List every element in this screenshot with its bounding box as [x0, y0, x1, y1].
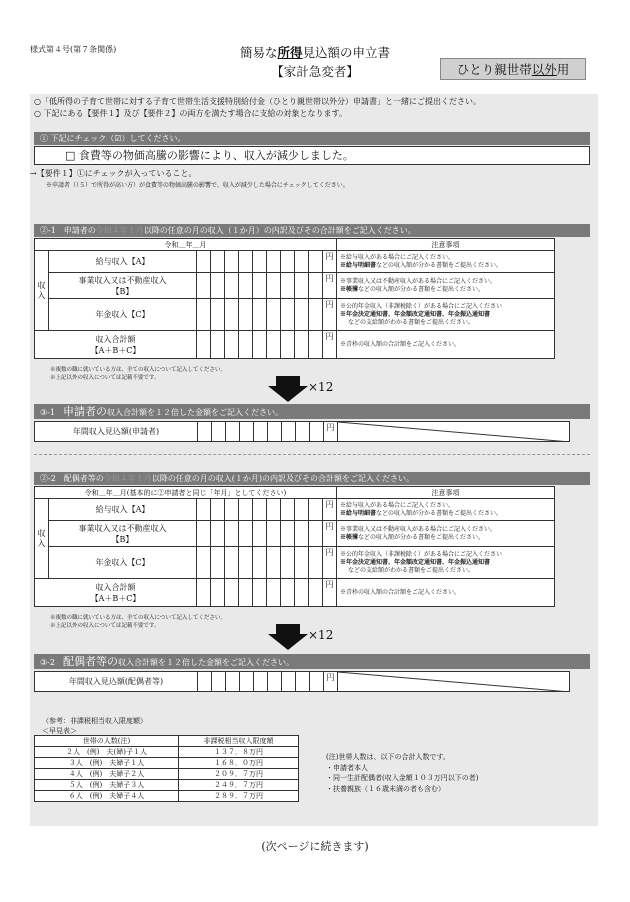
pension-income-note: ※公的年金収入（非課税除く）がある場合にご記入ください ※年金決定通知書、年金額改定通知書、年金振込通知書 などの支給額がわかる書類をご提出ください。: [337, 547, 555, 579]
section-3-1-header: [34, 404, 590, 419]
spouse-annual-digit[interactable]: [226, 672, 240, 692]
notice-line-1: ○「低所得の子育て世帯に対する子育て世帯生活支援特別給付金（ひとり親世帯以外分）申請書」と一緒にご提出ください。: [34, 97, 481, 106]
diagonal-line: [338, 672, 570, 692]
total-income-label: 収入合計額 【A＋B＋C】: [35, 331, 197, 359]
down-arrow-icon: [268, 624, 308, 650]
salary-income-digit[interactable]: [281, 251, 295, 273]
total-income-digit[interactable]: [211, 579, 225, 607]
multiplier-label: ×12: [308, 380, 334, 394]
total-income-digit[interactable]: [295, 579, 309, 607]
pension-income-digit[interactable]: [211, 299, 225, 331]
notice-block: [34, 96, 590, 120]
total-income-digit[interactable]: [281, 331, 295, 359]
title-pre: 簡易な: [239, 45, 278, 60]
salary-income-digit[interactable]: [239, 499, 253, 521]
income-footnote: ※複数の職に就いている方は、全ての収入について記入してください。 ※上記以外の収入については記載不要です。: [50, 615, 226, 629]
total-income-digit[interactable]: [281, 579, 295, 607]
requirement-1-note: →【要件１】①にチェックが入っていること。: [30, 169, 197, 178]
pension-income-digit[interactable]: [197, 547, 211, 579]
table-row: [35, 769, 299, 780]
salary-income-note: ※給与収入がある場合にご記入ください。 ※給与明細書などの収入額が分かる書類をご提出ください。: [337, 499, 555, 521]
reference-col-household: 世帯の人数(注): [35, 736, 179, 747]
applicant-annual-digit[interactable]: [254, 422, 268, 442]
pension-income-digit[interactable]: [295, 547, 309, 579]
income-footnote: ※複数の職に就いている方は、全ての収入について記入してください。 ※上記以外の収入については記載不要です。: [50, 367, 226, 381]
section-2-2-header: [34, 472, 590, 485]
business-income-digit[interactable]: [211, 273, 225, 299]
salary-income-digit[interactable]: [197, 251, 211, 273]
reference-title: （参考：非課税相当収入限度額） ＜早見表＞: [42, 717, 147, 735]
total-income-digit[interactable]: [253, 331, 267, 359]
reference-household: ５人 (例) 夫婦子３人: [35, 780, 179, 791]
total-income-digit[interactable]: [309, 579, 323, 607]
table-row: [35, 422, 570, 442]
total-income-digit[interactable]: [211, 331, 225, 359]
applicant-annual-table: [34, 421, 570, 442]
salary-income-note: ※給与収入がある場合にご記入ください。 ※給与明細書などの収入額が分かる書類をご提出ください。: [337, 251, 555, 273]
reference-household: ４人 (例) 夫婦子２人: [35, 769, 179, 780]
total-income-note: ※青枠の収入額の合計額をご記入ください。: [337, 331, 555, 359]
pension-income-digit[interactable]: [225, 299, 239, 331]
business-income-digit[interactable]: [295, 521, 309, 547]
spouse-annual-digit[interactable]: [254, 672, 268, 692]
continued-next-page: (次ページに続きます): [261, 840, 369, 853]
total-income-digit[interactable]: [253, 579, 267, 607]
business-income-digit[interactable]: [309, 273, 323, 299]
reference-limit: ２４９．７万円: [179, 780, 299, 791]
yen-unit: 円: [324, 422, 338, 442]
diagonal-line: [338, 422, 570, 442]
applicant-annual-digit[interactable]: [310, 422, 324, 442]
applicant-income-table: [34, 238, 555, 359]
table-row: [35, 547, 555, 579]
badge-emph: 以外: [531, 62, 557, 77]
yen-unit: 円: [323, 579, 337, 607]
total-income-digit[interactable]: [197, 579, 211, 607]
reference-limit: １３７．８万円: [179, 747, 299, 758]
pension-income-digit[interactable]: [309, 299, 323, 331]
reference-limit: １６８．０万円: [179, 758, 299, 769]
total-income-note: ※青枠の収入額の合計額をご記入ください。: [337, 579, 555, 607]
total-income-label: 収入合計額 【A＋B＋C】: [35, 579, 197, 607]
spouse-annual-digit[interactable]: [296, 672, 310, 692]
salary-income-digit[interactable]: [295, 251, 309, 273]
table-row: [35, 791, 299, 802]
section-3-1-bar-pre: ③-1: [40, 408, 63, 417]
table-row: [35, 331, 555, 359]
total-income-digit[interactable]: [267, 579, 281, 607]
section-3-2-header: [34, 654, 590, 669]
household-count-note: (注)世帯人数は、以下の合計人数です。 ・申請者本人 ・同一生計配偶者(収入金額１０３万円以下の者) ・扶養親族（１６歳未満の者も含む）: [326, 753, 479, 793]
total-income-digit[interactable]: [239, 331, 253, 359]
business-income-digit[interactable]: [211, 521, 225, 547]
section-3-2-bar-big: 配偶者等の: [62, 655, 118, 668]
salary-income-digit[interactable]: [281, 499, 295, 521]
business-income-digit[interactable]: [267, 521, 281, 547]
income-side-label: 収入: [35, 251, 49, 331]
yen-unit: 円: [323, 547, 337, 579]
business-income-digit[interactable]: [197, 521, 211, 547]
salary-income-digit[interactable]: [197, 499, 211, 521]
applicant-notes-header: 注意事項: [337, 239, 555, 251]
pension-income-digit[interactable]: [281, 547, 295, 579]
section-2-1-bar-ghost: 令和４年１月: [95, 226, 144, 235]
table-row: [35, 579, 555, 607]
form-number: 様式第４号(第７条関係): [30, 45, 117, 54]
spouse-month-header: 令和＿年＿月(基本的に②申請者と同じ「年月」としてください): [35, 487, 337, 499]
household-type-badge: [440, 58, 586, 80]
salary-income-digit[interactable]: [253, 251, 267, 273]
salary-income-digit[interactable]: [239, 251, 253, 273]
reference-col-limit: 非課税相当収入限度額: [179, 736, 299, 747]
section-2-2-bar-pre: ②-2 配偶者等の: [40, 474, 104, 483]
spouse-annual-digit[interactable]: [240, 672, 254, 692]
badge-post: 用: [556, 62, 570, 77]
yen-unit: 円: [323, 499, 337, 521]
business-income-digit[interactable]: [253, 273, 267, 299]
business-income-digit[interactable]: [225, 521, 239, 547]
pension-income-digit[interactable]: [267, 299, 281, 331]
business-income-digit[interactable]: [295, 273, 309, 299]
spouse-income-table: [34, 486, 555, 607]
title-post: 見込額の申立書: [302, 45, 391, 60]
section-3-1-bar-post: 収入合計額を１２倍した金額をご記入ください。: [106, 408, 283, 417]
total-income-digit[interactable]: [295, 331, 309, 359]
total-income-digit[interactable]: [225, 331, 239, 359]
spouse-notes-header: 注意事項: [337, 487, 555, 499]
salary-income-label: 給与収入【A】: [49, 251, 197, 273]
business-income-digit[interactable]: [267, 273, 281, 299]
pension-income-digit[interactable]: [295, 299, 309, 331]
table-row: [35, 499, 555, 521]
salary-income-digit[interactable]: [309, 251, 323, 273]
multiplier-label: ×12: [308, 628, 334, 642]
spouse-annual-digit[interactable]: [268, 672, 282, 692]
table-row: [35, 299, 555, 331]
diagonal-blank-cell: [338, 672, 570, 692]
salary-income-digit[interactable]: [253, 499, 267, 521]
applicant-annual-digit[interactable]: [296, 422, 310, 442]
reference-limit: ２８９．７万円: [179, 791, 299, 802]
pension-income-digit[interactable]: [281, 299, 295, 331]
spouse-annual-digit[interactable]: [198, 672, 212, 692]
pension-income-digit[interactable]: [239, 299, 253, 331]
pension-income-digit[interactable]: [267, 547, 281, 579]
yen-unit: 円: [323, 521, 337, 547]
salary-income-digit[interactable]: [295, 499, 309, 521]
table-row: [35, 521, 555, 547]
spouse-annual-digit[interactable]: [310, 672, 324, 692]
reference-limit: ２０９．７万円: [179, 769, 299, 780]
yen-unit: 円: [323, 273, 337, 299]
pension-income-digit[interactable]: [197, 299, 211, 331]
total-income-digit[interactable]: [239, 579, 253, 607]
total-income-digit[interactable]: [267, 331, 281, 359]
section-2-1-bar-pre: ②-1 申請者の: [40, 226, 96, 235]
salary-income-digit[interactable]: [267, 499, 281, 521]
reference-household: ３人 (例) 夫婦子１人: [35, 758, 179, 769]
table-row: [35, 251, 555, 273]
table-row: [35, 780, 299, 791]
applicant-annual-digit[interactable]: [268, 422, 282, 442]
section-divider: [34, 454, 590, 455]
down-arrow-icon: [268, 376, 308, 402]
business-income-digit[interactable]: [309, 521, 323, 547]
table-row: [35, 672, 570, 692]
pension-income-digit[interactable]: [253, 547, 267, 579]
applicant-annual-digit[interactable]: [212, 422, 226, 442]
salary-income-digit[interactable]: [225, 499, 239, 521]
yen-unit: 円: [324, 672, 338, 692]
pension-income-label: 年金収入【C】: [49, 299, 197, 331]
applicant-month-header: 令和＿年＿月: [35, 239, 337, 251]
total-income-digit[interactable]: [197, 331, 211, 359]
business-income-label: 事業収入又は不動産収入 【B】: [49, 273, 197, 299]
spouse-annual-digit[interactable]: [282, 672, 296, 692]
salary-income-digit[interactable]: [267, 251, 281, 273]
section-1-header: ① 下記にチェック（☑）してください。: [34, 132, 590, 145]
applicant-annual-digit[interactable]: [226, 422, 240, 442]
salary-income-digit[interactable]: [211, 251, 225, 273]
applicant-annual-label: 年間収入見込額(申請者): [35, 422, 198, 442]
pension-income-digit[interactable]: [225, 547, 239, 579]
pension-income-digit[interactable]: [211, 547, 225, 579]
total-income-digit[interactable]: [309, 331, 323, 359]
section-3-2-bar-post: 収入合計額を１２倍した金額をご記入ください。: [117, 658, 294, 667]
badge-pre: ひとり親世帯: [456, 62, 532, 77]
income-side-label: 収入: [35, 499, 49, 579]
salary-income-digit[interactable]: [309, 499, 323, 521]
pension-income-digit[interactable]: [253, 299, 267, 331]
business-income-note: ※事業収入又は不動産収入がある場合にご記入ください。 ※帳簿などの収入額が分かる書類をご提出ください。: [337, 273, 555, 299]
business-income-digit[interactable]: [281, 521, 295, 547]
salary-income-digit[interactable]: [225, 251, 239, 273]
pension-income-digit[interactable]: [309, 547, 323, 579]
applicant-annual-digit[interactable]: [282, 422, 296, 442]
section-2-2-bar-ghost: 令和４年１月: [103, 474, 152, 483]
requirement-1-subnote: ※申請者（（５）で所得が高い方）が食費等の物価高騰の影響で、収入が減少した場合にチェックしてください。: [46, 182, 349, 189]
spouse-annual-table: [34, 671, 570, 692]
spouse-annual-digit[interactable]: [212, 672, 226, 692]
yen-unit: 円: [323, 299, 337, 331]
section-3-1-bar-big: 申請者の: [62, 405, 107, 418]
business-income-digit[interactable]: [239, 273, 253, 299]
pension-income-label: 年金収入【C】: [49, 547, 197, 579]
section-3-2-bar-pre: ③-2: [40, 658, 63, 667]
reference-household: ２人 (例) 夫(婦)子１人: [35, 747, 179, 758]
notice-line-2: ○ 下記にある【要件１】及び【要件２】の両方を満たす場合に支給の対象となります。: [34, 109, 347, 118]
business-income-digit[interactable]: [225, 273, 239, 299]
business-income-digit[interactable]: [253, 521, 267, 547]
applicant-annual-digit[interactable]: [240, 422, 254, 442]
table-row: [35, 758, 299, 769]
table-row: [35, 736, 299, 747]
section-2-1-header: [34, 224, 590, 237]
section-2-2-bar-post: 以降の任意の月の収入(１か月)の内訳及びその合計額をご記入ください。: [151, 474, 415, 483]
pension-income-digit[interactable]: [239, 547, 253, 579]
business-income-digit[interactable]: [197, 273, 211, 299]
table-row: [35, 273, 555, 299]
price-rise-checkbox[interactable]: □ 食費等の物価高騰の影響により、収入が減少しました。: [34, 146, 590, 165]
title-emph: 所得: [277, 45, 303, 60]
spouse-annual-label: 年間収入見込額(配偶者等): [35, 672, 198, 692]
salary-income-label: 給与収入【A】: [49, 499, 197, 521]
business-income-label: 事業収入又は不動産収入 【B】: [49, 521, 197, 547]
yen-unit: 円: [323, 331, 337, 359]
business-income-digit[interactable]: [239, 521, 253, 547]
pension-income-note: ※公的年金収入（非課税除く）がある場合にご記入ください ※年金決定通知書、年金額改定通知書、年金振込通知書 などの支給額がわかる書類をご提出ください。: [337, 299, 555, 331]
table-row: [35, 747, 299, 758]
yen-unit: 円: [323, 251, 337, 273]
page-subtitle: 【家計急変者】: [271, 64, 359, 79]
section-2-1-bar-post: 以降の任意の月の収入（１か月）の内訳及びその合計額をご記入ください。: [143, 226, 416, 235]
business-income-note: ※事業収入又は不動産収入がある場合にご記入ください。 ※帳簿などの収入額が分かる書類をご提出ください。: [337, 521, 555, 547]
salary-income-digit[interactable]: [211, 499, 225, 521]
diagonal-blank-cell: [338, 422, 570, 442]
business-income-digit[interactable]: [281, 273, 295, 299]
reference-household: ６人 (例) 夫婦子４人: [35, 791, 179, 802]
reference-table: [34, 735, 299, 802]
total-income-digit[interactable]: [225, 579, 239, 607]
applicant-annual-digit[interactable]: [198, 422, 212, 442]
